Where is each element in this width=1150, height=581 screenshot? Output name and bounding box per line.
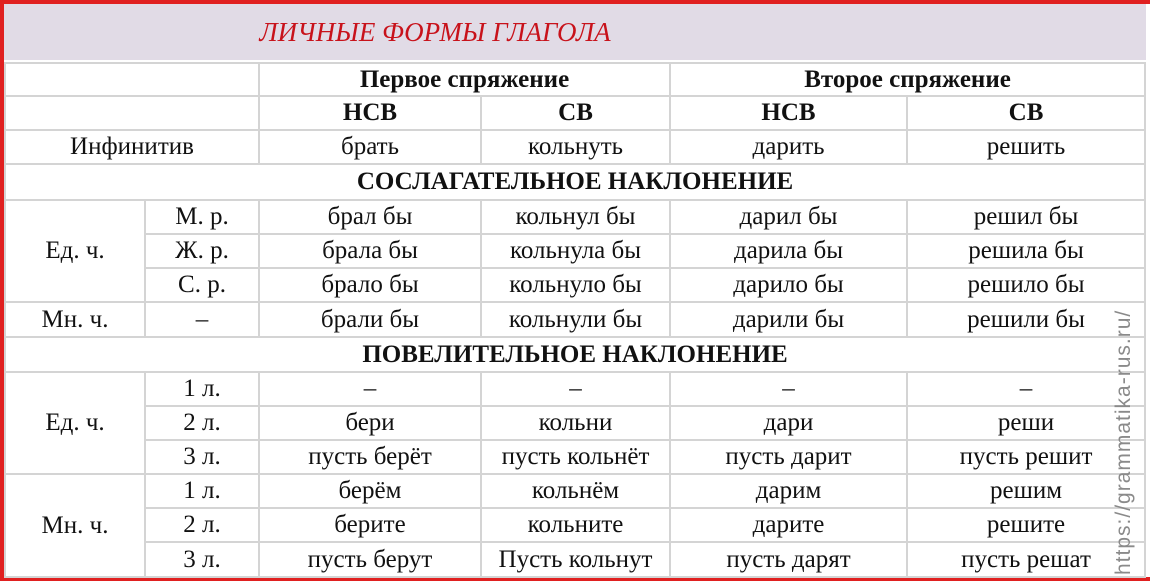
gender-label: М. р. <box>145 200 259 234</box>
form-cell: дарим <box>670 474 907 508</box>
form-cell: брал бы <box>259 200 481 234</box>
form-cell: брали бы <box>259 302 481 337</box>
form-cell: реши <box>907 406 1145 440</box>
form-cell: дарил бы <box>670 200 907 234</box>
person-label: 3 л. <box>145 542 259 577</box>
form-cell: – <box>259 372 481 406</box>
form-cell: пусть решат <box>907 542 1145 577</box>
gender-label: – <box>145 302 259 337</box>
infinitive-cell: кольнуть <box>481 130 670 164</box>
form-cell: брала бы <box>259 234 481 268</box>
form-cell: – <box>670 372 907 406</box>
form-cell: бери <box>259 406 481 440</box>
aspect-header: СВ <box>481 96 670 130</box>
person-label: 2 л. <box>145 406 259 440</box>
form-cell: кольнула бы <box>481 234 670 268</box>
person-label: 1 л. <box>145 372 259 406</box>
form-cell: решил бы <box>907 200 1145 234</box>
corner-cell <box>5 63 259 96</box>
form-cell: пусть кольнёт <box>481 440 670 474</box>
conjugation-table <box>4 62 1146 578</box>
form-cell: пусть дарят <box>670 542 907 577</box>
person-label: 3 л. <box>145 440 259 474</box>
form-cell: дарило бы <box>670 268 907 302</box>
form-cell: пусть дарит <box>670 440 907 474</box>
imperative-heading: ПОВЕЛИТЕЛЬНОЕ НАКЛОНЕНИЕ <box>5 337 1145 372</box>
number-label: Ед. ч. <box>5 200 145 302</box>
gender-label: С. р. <box>145 268 259 302</box>
infinitive-cell: решить <box>907 130 1145 164</box>
title-bar <box>4 4 1146 60</box>
form-cell: дарили бы <box>670 302 907 337</box>
form-cell: дарите <box>670 508 907 542</box>
page-title: ЛИЧНЫЕ ФОРМЫ ГЛАГОЛА <box>259 16 611 47</box>
form-cell: кольнуло бы <box>481 268 670 302</box>
person-label: 1 л. <box>145 474 259 508</box>
corner-cell <box>5 96 259 130</box>
form-cell: кольнул бы <box>481 200 670 234</box>
aspect-header: СВ <box>907 96 1145 130</box>
form-cell: решила бы <box>907 234 1145 268</box>
form-cell: дари <box>670 406 907 440</box>
form-cell: кольните <box>481 508 670 542</box>
number-label: Мн. ч. <box>5 302 145 337</box>
form-cell: берите <box>259 508 481 542</box>
form-cell: Пусть кольнут <box>481 542 670 577</box>
form-cell: – <box>907 372 1145 406</box>
form-cell: берём <box>259 474 481 508</box>
aspect-header: НСВ <box>670 96 907 130</box>
site-watermark: https://grammatika-rus.ru/ <box>1112 309 1135 575</box>
infinitive-cell: дарить <box>670 130 907 164</box>
form-cell: решите <box>907 508 1145 542</box>
form-cell: кольни <box>481 406 670 440</box>
aspect-header: НСВ <box>259 96 481 130</box>
form-cell: решило бы <box>907 268 1145 302</box>
form-cell: пусть берёт <box>259 440 481 474</box>
form-cell: дарила бы <box>670 234 907 268</box>
person-label: 2 л. <box>145 508 259 542</box>
number-label: Мн. ч. <box>5 474 145 577</box>
form-cell: пусть решит <box>907 440 1145 474</box>
number-label: Ед. ч. <box>5 372 145 474</box>
form-cell: брало бы <box>259 268 481 302</box>
second-conjugation-header: Второе спряжение <box>670 63 1145 96</box>
infinitive-label: Инфинитив <box>5 130 259 164</box>
form-cell: – <box>481 372 670 406</box>
form-cell: пусть берут <box>259 542 481 577</box>
first-conjugation-header: Первое спряжение <box>259 63 670 96</box>
form-cell: кольнём <box>481 474 670 508</box>
form-cell: кольнули бы <box>481 302 670 337</box>
gender-label: Ж. р. <box>145 234 259 268</box>
form-cell: решили бы <box>907 302 1145 337</box>
form-cell: решим <box>907 474 1145 508</box>
infinitive-cell: брать <box>259 130 481 164</box>
subjunctive-heading: СОСЛАГАТЕЛЬНОЕ НАКЛОНЕНИЕ <box>5 164 1145 200</box>
